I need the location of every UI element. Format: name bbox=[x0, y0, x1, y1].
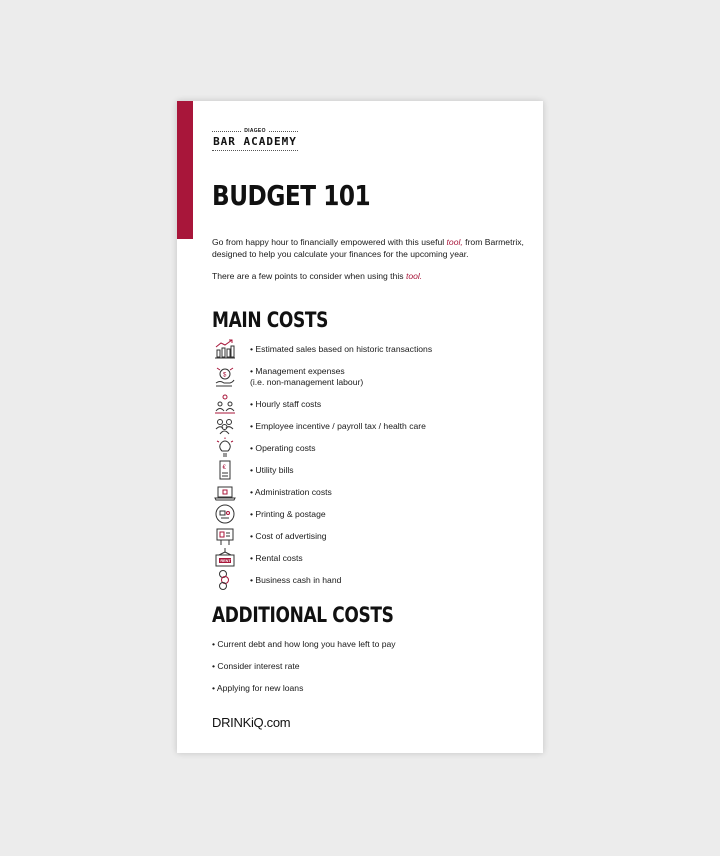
bar-academy-label: BAR ACADEMY bbox=[213, 135, 297, 148]
list-item: • Current debt and how long you have left to pay bbox=[212, 639, 396, 649]
list-item: • Operating costs bbox=[214, 437, 524, 459]
coins-icon bbox=[214, 569, 236, 591]
list-item: • Printing & postage bbox=[214, 503, 524, 525]
chart-icon bbox=[214, 338, 236, 360]
tool-link[interactable]: tool, bbox=[446, 237, 463, 247]
list-item: RENT • Rental costs bbox=[214, 547, 524, 569]
rent-sign-icon bbox=[214, 547, 236, 569]
list-item: • Consider interest rate bbox=[212, 661, 300, 671]
list-item: • Applying for new loans bbox=[212, 683, 304, 693]
list-item: • Administration costs bbox=[214, 481, 524, 503]
printing-icon bbox=[214, 503, 236, 525]
tool-link-2[interactable]: tool. bbox=[405, 271, 423, 281]
additional-costs-list bbox=[212, 639, 396, 705]
list-item: • Estimated sales based on historic transactions bbox=[214, 338, 524, 360]
drinkiq-logo[interactable]: DRINKiQ.com bbox=[212, 715, 291, 730]
additional-costs-heading: ADDITIONAL COSTS bbox=[212, 603, 394, 627]
laptop-icon bbox=[214, 481, 236, 503]
list-item: • Hourly staff costs bbox=[214, 393, 524, 415]
rent-sign-text: RENT bbox=[220, 559, 231, 563]
lightbulb-icon bbox=[214, 437, 236, 459]
budget-card bbox=[177, 101, 543, 753]
bill-icon bbox=[214, 459, 236, 481]
list-item: $ • Management expenses (i.e. non-management labour) bbox=[214, 360, 524, 393]
page-title: BUDGET 101 bbox=[212, 179, 371, 212]
people-icon bbox=[214, 415, 236, 437]
diageo-label: DIAGEO bbox=[244, 128, 266, 134]
svg-text:€: € bbox=[222, 465, 226, 471]
svg-text:$: $ bbox=[223, 372, 227, 378]
billboard-icon bbox=[214, 525, 236, 547]
main-costs-list bbox=[214, 338, 524, 591]
list-item: • Cost of advertising bbox=[214, 525, 524, 547]
intro-text: Go from happy hour to financially empowered with this useful tool, from Barmetrix, designed to help you calculate your finances for the upcoming year. There are a few points to consider when using this tool. bbox=[212, 237, 524, 281]
accent-bar bbox=[177, 101, 193, 239]
staff-icon bbox=[214, 393, 236, 415]
list-item: • Employee incentive / payroll tax / health care bbox=[214, 415, 524, 437]
list-item: € • Utility bills bbox=[214, 459, 524, 481]
money-hand-icon bbox=[214, 366, 236, 388]
bar-academy-logo bbox=[212, 128, 298, 151]
list-item: • Business cash in hand bbox=[214, 569, 524, 591]
main-costs-heading: MAIN COSTS bbox=[212, 308, 328, 332]
